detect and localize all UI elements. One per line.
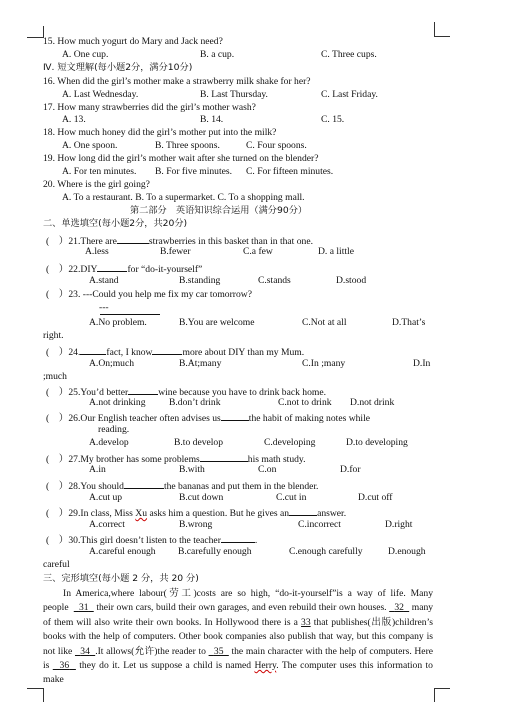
q17-option-a: A. 13. (62, 114, 86, 125)
corner-mark-top-right (434, 22, 435, 36)
answer-blank[interactable] (97, 261, 127, 272)
q28-option-c: C.cut in (276, 492, 307, 503)
part-2-title: 第二部分 英语知识综合运用（满分90分） (130, 205, 308, 216)
q23-option-d: D.That’s (392, 317, 426, 328)
q24-option-d-wrap: ;much (43, 371, 67, 382)
answer-blank[interactable] (221, 532, 255, 543)
q24-option-b: B.At;many (179, 358, 222, 369)
q27-option-a: A.in (89, 464, 106, 475)
cloze-blank-33[interactable]: 33 (301, 616, 311, 628)
q19-option-b: B. For five minutes. (155, 166, 233, 177)
q21-stem: ( ）21.There are strawberries in this basket than in that one. (46, 233, 313, 248)
q15-option-b: B. a cup. (200, 49, 235, 60)
q19-option-a: A. For ten minutes. (62, 166, 137, 177)
q15-option-a: A. One cup. (62, 49, 109, 60)
q28-option-d: D.cut off (358, 492, 393, 503)
q30-option-d: D.enough (388, 546, 426, 557)
q16-option-b: B. Last Thursday. (200, 89, 268, 100)
q21-option-c: C.a few (243, 246, 273, 257)
answer-blank[interactable] (289, 505, 317, 516)
cloze-blank-36[interactable]: 36 (59, 660, 70, 672)
q17-option-b: B. 14. (200, 114, 224, 125)
multiple-choice-header: 二、单选填空(每小题2分，共20分) (43, 218, 188, 229)
q18-option-b: B. Three spoons. (155, 140, 220, 151)
section-4-header: Ⅳ. 短文理解(每小题2分，满分10分) (43, 62, 193, 73)
corner-mark-bottom-left-h (27, 688, 43, 689)
q23-answer-line (100, 314, 160, 315)
answer-blank[interactable] (221, 410, 249, 421)
q27-option-b: B.with (179, 464, 205, 475)
q30-option-c: C.enough carefully (289, 546, 363, 557)
q20-options: A. To a restaurant. B. To a supermarket. C. To a shopping mall. (62, 192, 305, 203)
q15-option-c: C. Three cups. (321, 49, 377, 60)
q25-option-b: B.don’t drink (169, 397, 221, 408)
q28-stem: ( ）28.You should the bananas and put them in the blender. (46, 478, 318, 493)
cloze-blank-35[interactable]: 35 (213, 645, 224, 657)
cloze-header: 三、完形填空(每小题 2 分，共 20 分) (43, 573, 199, 584)
q30-option-a: A.careful enough (89, 546, 156, 557)
q23-option-b: B.You are welcome (179, 317, 255, 328)
q23-stem: ( ）23. ---Could you help me fix my car tomorrow? (46, 289, 252, 300)
q26-stem-wrap: reading. (98, 424, 130, 435)
q27-stem: ( ）27.My brother has some problems his math study. (46, 451, 306, 466)
q25-option-d: D.not drink (350, 397, 395, 408)
question-18: 18. How much honey did the girl’s mother put into the milk? (43, 127, 277, 138)
q23-reply: --- (99, 302, 109, 313)
q29-option-d: D.right (385, 519, 413, 530)
q21-option-b: B.fewer (160, 246, 191, 257)
q19-option-c: C. For fifteen minutes. (246, 166, 334, 177)
q21-option-d: D. a little (318, 246, 354, 257)
answer-blank[interactable] (80, 344, 106, 355)
corner-mark-bottom-left (43, 688, 44, 702)
q21-option-a: A.less (85, 246, 109, 257)
q18-option-a: A. One spoon. (62, 140, 118, 151)
q26-option-a: A.develop (89, 437, 129, 448)
q29-option-b: B.wrong (179, 519, 213, 530)
answer-blank[interactable] (124, 478, 164, 489)
q23-option-a: A.No problem. (89, 317, 147, 328)
question-20: 20. Where is the girl going? (43, 179, 150, 190)
question-19: 19. How long did the girl’s mother wait after she turned on the blender? (43, 153, 319, 164)
q22-option-d: D.stood (336, 275, 367, 286)
q29-stem: ( ）29.In class, Miss Xu asks him a question. But he gives an answer. (46, 505, 346, 520)
q28-option-b: B.cut down (179, 492, 224, 503)
q27-option-d: D.for (340, 464, 361, 475)
q29-option-c: C.incorrect (298, 519, 341, 530)
cloze-blank-31[interactable]: 31 (78, 602, 89, 614)
q30-option-b: B.carefully enough (178, 546, 252, 557)
q26-option-c: C.developing (264, 437, 316, 448)
q30-stem: ( ）30.This girl doesn’t listen to the teacher . (46, 532, 257, 547)
q22-option-b: B.standing (179, 275, 221, 286)
cloze-blank-32[interactable]: 32 (394, 602, 404, 614)
cloze-blank-34[interactable]: 34 (80, 645, 90, 657)
corner-mark-bottom-right (434, 688, 435, 702)
q25-option-a: A.not drinking (89, 397, 146, 408)
q27-option-c: C.on (258, 464, 277, 475)
q23-option-d-wrap: right. (43, 330, 64, 341)
q29-option-a: A.correct (89, 519, 125, 530)
q16-option-c: C. Last Friday. (321, 89, 378, 100)
answer-blank[interactable] (128, 384, 158, 395)
q16-option-a: A. Last Wednesday. (62, 89, 139, 100)
q17-option-c: C. 15. (321, 114, 345, 125)
corner-mark-top-right-h (434, 36, 450, 37)
question-15: 15. How much yogurt do Mary and Jack need? (43, 36, 223, 47)
corner-mark-top-left-h (27, 37, 43, 38)
answer-blank[interactable] (152, 344, 182, 355)
q18-option-c: C. Four spoons. (246, 140, 307, 151)
q24-option-d: D.In (413, 358, 431, 369)
q24-option-c: C.In ;many (302, 358, 346, 369)
q26-stem: ( ）26.Our English teacher often advises us the habit of making notes while (46, 410, 370, 425)
q25-option-c: C.not to drink (278, 397, 332, 408)
question-16: 16. When did the girl’s mother make a strawberry milk shake for her? (43, 76, 311, 87)
q25-stem: ( ）25.You’d better wine because you have to drink back home. (46, 384, 326, 399)
answer-blank[interactable] (200, 451, 248, 462)
q24-stem: ( ）24. fact, I know more about DIY than my Mum. (46, 344, 304, 359)
q23-option-c: C.Not at all (302, 317, 347, 328)
cloze-passage: In America,where labour(劳工)costs are so high, “do-it-yourself”is a way of life. Many people 31 their own cars, build their own garages, and even rebuild their own houses. 32 many of them will also write their own books. In Hollywood there is a 33 that publishes(出版)children’s books with the help of computers. Other book companies also publish that way, but this company is not like 34 .It allows(允许)the reader to 35 the main character with the help of computers. Here is 36 they do it. Let us suppose a child is named Herry. The computer uses this information to make (43, 588, 434, 686)
q22-option-c: C.stands (258, 275, 291, 286)
q22-stem: ( ）22.DIY for “do-it-yourself” (46, 261, 202, 276)
answer-blank[interactable] (117, 233, 149, 244)
q30-option-d-wrap: careful (43, 559, 70, 570)
q24-option-a: A.On;much (89, 358, 135, 369)
corner-mark-bottom-right-h (434, 688, 450, 689)
q22-option-a: A.stand (89, 275, 119, 286)
q26-option-b: B.to develop (174, 437, 224, 448)
q26-option-d: D.to developing (346, 437, 408, 448)
question-17: 17. How many strawberries did the girl’s mother wash? (43, 102, 256, 113)
q28-option-a: A.cut up (89, 492, 123, 503)
